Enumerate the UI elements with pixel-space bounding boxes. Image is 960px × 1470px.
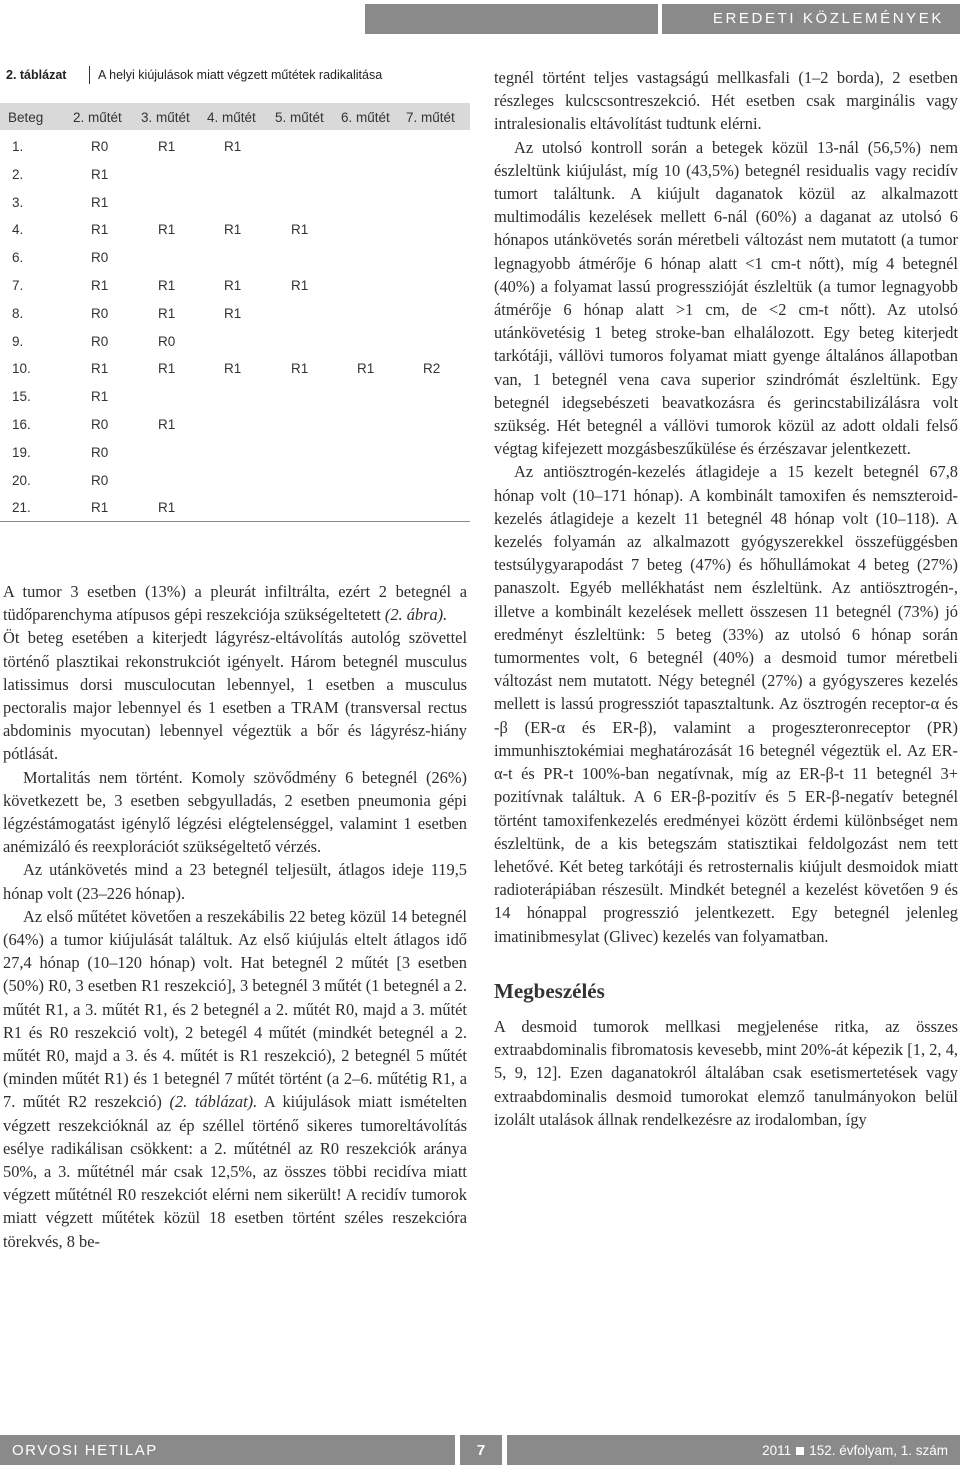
- table-cell: R0: [91, 250, 109, 266]
- issue-volume: 152. évfolyam, 1. szám: [809, 1443, 948, 1458]
- table-row-label: 15.: [12, 389, 31, 405]
- figure-reference: (2. ábra).: [384, 605, 448, 625]
- table-caption: [0, 64, 470, 88]
- table-cell: R1: [158, 278, 176, 293]
- table-cell: R1: [224, 361, 242, 377]
- paragraph: A desmoid tumorok mellkasi megjelenése ritka, az összes extraabdominalis fibromatosis kevesebb, mint 20%-át képezik [1, 2, 4, 5, 9, 12]. Ezen daganatokról általában csak esetismertetések vagy extraabdominalis desmoid tumorokat elemző tanulmányokon belül izolált utalások állnak rendelkezésre az irodalomban, így: [494, 1016, 958, 1129]
- table-cell: R0: [91, 472, 109, 488]
- table-row-label: 21.: [12, 500, 31, 516]
- table-row-label: 8.: [12, 305, 24, 321]
- table-row-label: 2.: [12, 166, 24, 182]
- table-cell: R2: [423, 361, 441, 377]
- table-cell: R1: [91, 361, 109, 377]
- right-column: [494, 66, 958, 1131]
- table-row-label: 19.: [12, 444, 31, 460]
- table-cell: R1: [291, 278, 309, 293]
- table-cell: R1: [91, 222, 109, 238]
- section-heading: Megbeszélés: [494, 978, 605, 1003]
- paragraph: Az utánkövetés mind a 23 betegnél teljesült, átlagos ideje 119,5 hónap volt (23–226 hónap).: [3, 860, 467, 903]
- issue-year: 2011: [762, 1443, 792, 1458]
- table-title: A helyi kiújulások miatt végzett műtétek radikalitása: [98, 68, 383, 82]
- table-column-header: 3. műtét: [141, 110, 190, 125]
- table-cell: R1: [91, 389, 109, 405]
- paragraph: tegnél történt teljes vastagságú mellkasfali (1–2 borda), 2 esetben részleges kulcscsontreszekció. Hét esetben csak marginális vagy intralesionalis eltávolítást tudtunk elérni.: [494, 68, 958, 134]
- table-column-header: Beteg: [8, 110, 44, 125]
- table-row-label: 4.: [12, 222, 24, 238]
- paragraph: A tumor 3 esetben (13%) a pleurát infiltrálta, ezért 2 betegnél a tüdőparenchyma atípusos gépi reszekciója szükségeltetett (2. ábra).: [3, 582, 467, 625]
- table-cell: R1: [158, 361, 176, 377]
- table-row-label: 6.: [12, 250, 24, 266]
- table-row-label: 20.: [12, 472, 31, 488]
- table-number: 2. táblázat: [6, 68, 67, 82]
- table-cell: R1: [91, 278, 109, 293]
- square-bullet-icon: [796, 1447, 804, 1455]
- table-cell: R1: [224, 222, 242, 238]
- issue-info: [762, 1435, 948, 1465]
- table-column-header: 2. műtét: [73, 110, 122, 125]
- table-cell: R0: [91, 417, 109, 432]
- table-cell: R0: [158, 333, 176, 349]
- table-reference: (2. táblázat).: [169, 1092, 258, 1112]
- table-cell: R1: [158, 500, 176, 516]
- paragraph: Az utolsó kontroll során a betegek közül 13-nál (56,5%) nem észleltünk kiújulást, míg 10 (43,5%) betegnél residualis vagy recidív tumort találtunk. A kiújult daganatok közül az alkalmazott multimodális kezelések mellett 6-nál (60%) a daganat az utolsó 6 hónapos utánkövetés során méretbeli változást nem mutatott (a tumor legnagyobb átmérője 6 hónap alatt <1 cm-t nőtt), míg 4 betegnél (40%) a folyamat lassú progresszióját észleltük (a tumor legnagyobb átmérője 6 hónap alatt >1 cm, de <2 cm-t nőtt). Az utolsó utánkövetésig 1 beteg stroke-ban elhalálozott. Egy beteg kiterjedt tarkótáji, vállövi tumoros folyamat miatt gyenge általános állapotban van, 1 betegnél vena cava superior szindrómát észleltünk. Egy betegnél idegsebészeti beavatkozásra és gerincstabilizálásra volt szükség. Hét betegnél a vállövi tumorok közül az adott oldali felső végtag kifejezett mozgásbeszűkülése és érzészavar jelentkezett.: [494, 137, 958, 459]
- table-cell: R1: [291, 361, 309, 377]
- table-cell: R0: [91, 305, 109, 321]
- caption-separator: [89, 66, 90, 84]
- table-row-label: 7.: [12, 278, 24, 293]
- table-column-header: 7. műtét: [406, 110, 455, 125]
- table-cell: R0: [91, 333, 109, 349]
- table-row-label: 10.: [12, 361, 31, 377]
- table-bottom-rule: [0, 521, 470, 522]
- table-cell: R1: [224, 305, 242, 321]
- table-cell: R1: [224, 139, 242, 154]
- paragraph: Mortalitás nem történt. Komoly szövődmény 6 betegnél (26%) következett be, 3 esetben sebgyulladás, 2 esetben pneumonia gépi légzéstámogatást igénylő légzési elégtelenséggel, valamint 1 esetben anémizáló és reexplorációt szükségeltető vérzés.: [3, 767, 467, 857]
- footer: [0, 1433, 960, 1470]
- table-row-label: 3.: [12, 194, 24, 210]
- table-cell: R1: [357, 361, 375, 377]
- table-cell: R1: [91, 194, 109, 210]
- paragraph: Az antiösztrogén-kezelés átlagideje a 15 kezelt betegnél 67,8 hónap volt (10–171 hónap). A kombinált tamoxifen és nemszteroid-kezelés átlagideje a kezelt 11 betegnél 48 hónap volt (10–118). A kezelés folyamán az alkalmazott gyógyszerekkel összefüggésben testsúlygyarapodást 7 beteg (47%) és hőhullámokat 4 beteg (27%) panaszolt. Egyéb mellékhatást nem észleltünk. Az antiösztrogén-, illetve a kombinált kezelések mellett összesen 11 betegnél (73%) jó eredményt észleltünk: 5 beteg (33%) az utolsó 6 hónap során tumormentes volt, 6 betegnél (40%) a desmoid tumor méretbeli változást nem mutatott. Négy betegnél (27%) a gyógyszeres kezelés mellett is lassú progressziót tapasztaltunk. Az ösztrogén receptor-α és -β (ER-α és ER-β), valamint a progeszteronreceptor (PR) immunhisztokémiai meghatározását 16 betegnél végeztük el. Az ER-α-t és PR-t 100%-ban negatívnak, míg az ER-β-t 11 betegnél 3+ pozitívnak találtuk. A 6 ER-β-pozitív és 5 ER-β-negatív betegnél történt tamoxifenkezelés eredményei között érdemi különbséget nem észleltünk, de a kis betegszám statisztikai feldolgozást nem tett lehetővé. Két beteg tarkótáji és retrosternalis kiújult desmoidok miatt radioterápiában részesült. Mindkét betegnél a kezelést követően 9 és 14 hónappal progresszió jelentkezett. Egy betegnél jelenleg imatinibmesylat (Glivec) kezelés van folyamatban.: [494, 462, 958, 946]
- table-cell: R1: [158, 305, 176, 321]
- table-cell: R0: [91, 139, 109, 154]
- table-column-header: 6. műtét: [341, 110, 390, 125]
- table-cell: R0: [91, 444, 109, 460]
- table-cell: R1: [158, 417, 176, 432]
- section-title: EREDETI KÖZLEMÉNYEK: [712, 10, 944, 27]
- table-cell: R1: [91, 166, 109, 182]
- table-cell: R1: [224, 278, 242, 293]
- table-row-label: 9.: [12, 333, 24, 349]
- paragraph: Az első műtétet követően a reszekábilis 22 beteg közül 14 betegnél (64%) a tumor kiújulását találtuk. Az első kiújulás eltelt átlagos idő 27,4 hónap (10–120 hónap) volt. Hat betegnél 2 műtét [3 esetben (50%) R0, 3 esetben R1 reszekció], 3 betegnél 3 műtét (1 betegnél a 2. műtét R1, a 3. műtét R1, és 2 betegnél a 2. műtét R0, majd a 3. műtét R1 és R0 reszekció volt), 2 betegél 4 műtét (mindkét betegnél a 2. műtét R0, majd a 3. és 4. műtét is R1 reszekció), 2 betegnél 5 műtét (minden műtét R1) és 1 betegnél 7 műtét történt (a 2–6. műtétig R1, a 7. műtét R2 reszekció) (2. táblázat). A kiújulások miatt ismételten végzett reszekcióknál az ép széllel történő sikeres tumoreltávolítás esélye radikálisan csökkent: a 2. műtétnél az R0 reszekciók aránya 50%, a 3. műtétnél már csak 12,5%, az összes többi recidíva miatt végzett műtétnél R0 reszekciót elérni nem sikerült! A recidív tumorok miatt végzett műtétek közül 18 esetben történt széles reszekcióra törekvés, 8 be-: [3, 906, 467, 1251]
- journal-name: ORVOSI HETILAP: [12, 1442, 158, 1459]
- table-cell: R1: [158, 139, 176, 154]
- table-column-header: 4. műtét: [207, 110, 256, 125]
- table-row-label: 1.: [12, 139, 24, 154]
- left-column: [3, 580, 467, 1253]
- table-row-label: 16.: [12, 417, 31, 432]
- page-number: 7: [476, 1442, 486, 1459]
- table-cell: R1: [91, 500, 109, 516]
- paragraph: Öt beteg esetében a kiterjedt lágyrész-eltávolítás autológ szövettel történő plasztikai rekonstrukciót igényelt. Három betegnél musculus latissimus dorsi musculocutan lebennyel, 1 esetben a musculus pectoralis major lebennyel és 1 esetben a TRAM (transversal rectus abdominis myocutan) lebennyel végeztük a bőr és lágyrész-hiány pótlását.: [3, 628, 467, 764]
- table-cell: R1: [158, 222, 176, 238]
- table-cell: R1: [291, 222, 309, 238]
- header-bar: [0, 0, 960, 38]
- table-column-header: 5. műtét: [275, 110, 324, 125]
